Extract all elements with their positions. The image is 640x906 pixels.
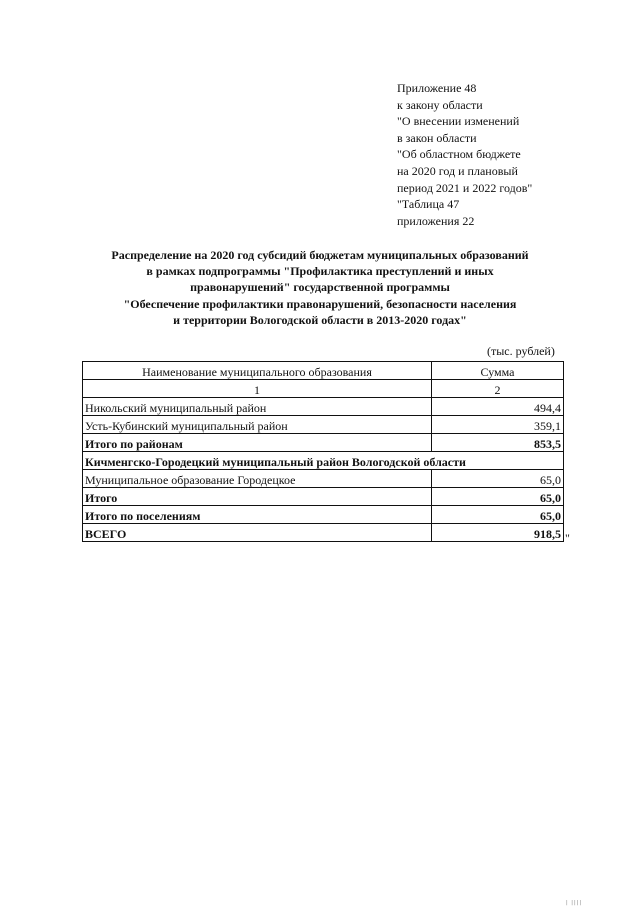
appendix-line: в закон области [397, 130, 477, 145]
column-number: 2 [432, 380, 564, 398]
units-label: (тыс. рублей) [487, 344, 555, 358]
header-sum: Сумма [432, 362, 564, 380]
appendix-line: "О внесении изменений [397, 114, 520, 129]
table-row [83, 416, 564, 434]
section-heading: Кичменгско-Городецкий муниципальный район Вологодской области [83, 452, 564, 470]
table-row [83, 398, 564, 416]
row-name: Итого [83, 488, 432, 506]
table-row-subtotal [83, 434, 564, 452]
title-line: "Обеспечение профилактики правонарушений, безопасности населения [123, 296, 517, 311]
page-mark: | |||| [566, 900, 583, 906]
subsidy-table [82, 361, 564, 542]
table-row-subtotal [83, 488, 564, 506]
title-line: в рамках подпрограммы "Профилактика преступлений и иных [146, 264, 494, 279]
column-number-row [83, 380, 564, 398]
row-name: Никольский муниципальный район [83, 398, 432, 416]
row-value: 359,1 [432, 416, 564, 434]
appendix-line: Приложение 48 [397, 81, 477, 95]
table-row [83, 470, 564, 488]
appendix-line: период 2021 и 2022 годов" [397, 180, 533, 195]
table-header-row [83, 362, 564, 380]
row-name: ВСЕГО [83, 524, 432, 542]
row-value: 918,5 [432, 524, 564, 542]
document-title [60, 247, 580, 328]
row-name: Итого по поселениям [83, 506, 432, 524]
row-name: Итого по районам [83, 434, 432, 452]
appendix-line: на 2020 год и плановый [397, 163, 518, 178]
appendix-line: "Об областном бюджете [397, 147, 521, 162]
appendix-header [397, 80, 532, 229]
row-value: 853,5 [432, 434, 564, 452]
title-line: правонарушений" государственной программы [190, 280, 450, 295]
row-value: 65,0 [432, 506, 564, 524]
appendix-line: к закону области [397, 97, 483, 112]
appendix-line: "Таблица 47 [397, 197, 460, 212]
table-row-total [83, 524, 564, 542]
title-line: Распределение на 2020 год субсидий бюджетам муниципальных образований [111, 248, 529, 262]
column-number: 1 [83, 380, 432, 398]
row-value: 65,0 [432, 470, 564, 488]
appendix-line: приложения 22 [397, 213, 475, 228]
row-name: Усть-Кубинский муниципальный район [83, 416, 432, 434]
title-line: и территории Вологодской области в 2013-2020 годах" [173, 312, 467, 327]
row-value: 65,0 [432, 488, 564, 506]
table-row-subtotal [83, 506, 564, 524]
row-value: 494,4 [432, 398, 564, 416]
row-name: Муниципальное образование Городецкое [83, 470, 432, 488]
closing-quote: " [565, 531, 570, 545]
table-row-section [83, 452, 564, 470]
header-name: Наименование муниципального образования [83, 362, 432, 380]
